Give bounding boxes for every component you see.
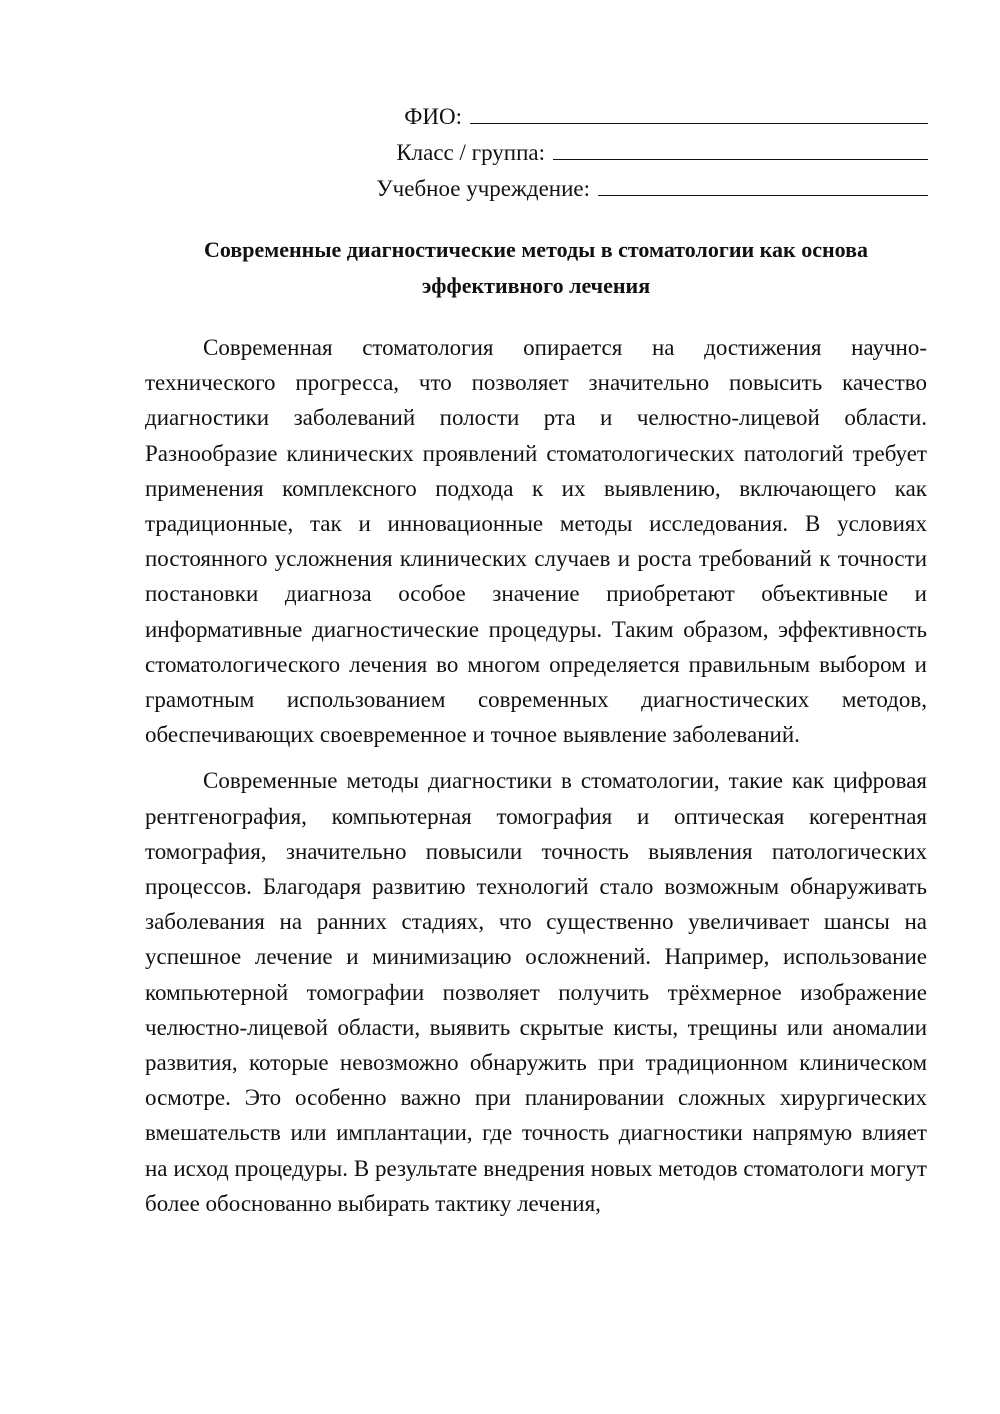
school-label: Учебное учреждение:	[376, 176, 590, 201]
school-field-row	[328, 164, 928, 200]
document-title-line-1: Современные диагностические методы в стоматологии как основа	[204, 237, 868, 262]
fio-label: ФИО:	[404, 104, 462, 129]
class-field-row	[328, 128, 928, 164]
document-title-line-2: эффективного лечения	[421, 273, 651, 298]
paragraph-2: Современные методы диагностики в стоматологии, такие как цифровая рентгенография, компьютерная томография и оптическая когерентная томография, значительно повысили точность выявления патологических процессов. Благодаря развитию технологий стало возможным обнаруживать заболевания на ранних стадиях, что существенно увеличивает шансы на успешное лечение и минимизацию осложнений. Например, использование компьютерной томографии позволяет получить трёхмерное изображение челюстно-лицевой области, выявить скрытые кисты, трещины или аномалии развития, которые невозможно обнаружить при традиционном клиническом осмотре. Это особенно важно при планировании сложных хирургических вмешательств или имплантации, где точность диагностики напрямую влияет на исход процедуры. В результате внедрения новых методов стоматологи могут более обоснованно выбирать тактику лечения,	[145, 768, 927, 1216]
fio-blank-line	[470, 123, 928, 124]
class-blank-line	[553, 159, 928, 160]
class-label: Класс / группа:	[396, 140, 545, 165]
student-info-fields	[328, 92, 928, 200]
document-title	[145, 232, 927, 304]
document-body	[145, 330, 927, 1232]
fio-field-row	[328, 92, 928, 128]
paragraph-1: Современная стоматология опирается на достижения научно-технического прогресса, что позволяет значительно повысить качество диагностики заболеваний полости рта и челюстно-лицевой области. Разнообразие клинических проявлений стоматологических патологий требует применения комплексного подхода к их выявлению, включающего как традиционные, так и инновационные методы исследования. В условиях постоянного усложнения клинических случаев и роста требований к точности постановки диагноза особое значение приобретают объективные и информативные диагностические процедуры. Таким образом, эффективность стоматологического лечения во многом определяется правильным выбором и грамотным использованием современных диагностических методов, обеспечивающих своевременное и точное выявление заболеваний.	[145, 335, 927, 748]
school-blank-line	[598, 195, 928, 196]
